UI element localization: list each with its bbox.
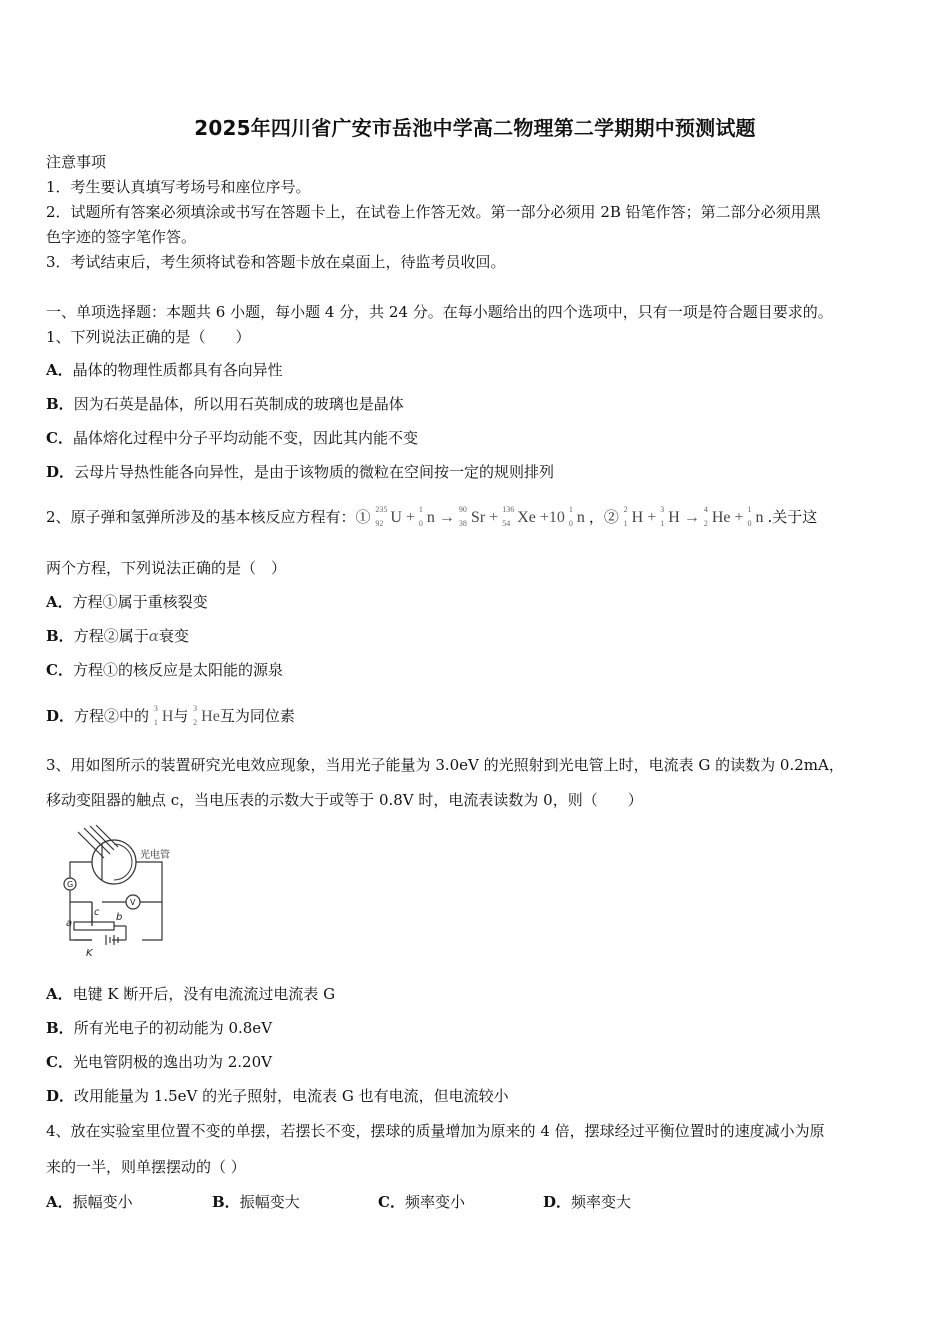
question-2-stem: 2、原子弹和氢弹所涉及的基本核反应方程有：① 235 92 U + 1 0 n → 90 38 Sr + 136 54 Xe +10 1 0 n ，② 2 1 H + 3 1 H → 4 2 He + 1 0 n .关于这 [46,505,818,529]
cathode [114,844,132,880]
notice-heading: 注意事项 [46,153,107,171]
photocell-tube [92,840,136,884]
q2-option-b: B．方程②属于α衰变 [46,627,189,645]
q2-option-d: D．方程②中的 3 1 H与 3 2 He互为同位素 [46,704,295,727]
g-label: G [67,880,74,889]
q3-option-b: B．所有光电子的初动能为 0.8eV [46,1019,273,1037]
question-4-stem: 4、放在实验室里位置不变的单摆，若摆长不变，摆球的质量增加为原来的 4 倍，摆球经过平衡位置时的速度减小为原 [46,1122,825,1140]
q2-option-a: A．方程①属于重核裂变 [46,593,208,611]
photoelectric-circuit-figure [52,822,176,962]
a-label: a [66,918,73,929]
notice-item: 2．试题所有答案必须填涂或书写在答题卡上，在试卷上作答无效。第一部分必须用 2B 铅笔作答；第二部分必须用黑 [46,203,821,221]
notice-item: 3．考试结束后，考生须将试卷和答题卡放在桌面上，待监考员收回。 [46,253,506,271]
q3-option-c: C．光电管阴极的逸出功为 2.20V [46,1053,272,1071]
b-label: b [116,912,123,923]
q4-option-d: D．频率变大 [543,1193,632,1211]
rheostat [74,922,114,930]
tube-label: 光电管 [140,850,170,861]
question-1-stem: 1、下列说法正确的是（ ） [46,328,251,346]
question-3-stem-cont: 移动变阻器的触点 c，当电压表的示数大于或等于 0.8V 时，电流表读数为 0，则（ ） [46,791,643,809]
q3-option-d: D．改用能量为 1.5eV 的光子照射，电流表 G 也有电流，但电流较小 [46,1087,509,1105]
q4-option-a: A．振幅变小 [46,1193,133,1211]
v-label: V [130,898,136,907]
notice-item: 色字迹的签字笔作答。 [46,228,197,246]
reaction-equation-2: 2 1 H + 3 1 H → 4 2 He + 1 0 n [623,505,764,529]
k-label: K [86,948,93,959]
q4-option-c: C．频率变小 [378,1193,465,1211]
question-4-stem-cont: 来的一半，则单摆摆动的（ ） [46,1158,246,1176]
q1-option-d: D．云母片导热性能各向异性，是由于该物质的微粒在空间按一定的规则排列 [46,463,555,481]
q3-option-a: A．电键 K 断开后，没有电流流过电流表 G [46,985,336,1003]
c-label: c [94,907,100,918]
notice-item: 1．考生要认真填写考场号和座位序号。 [46,178,311,196]
question-3-stem: 3、用如图所示的装置研究光电效应现象，当用光子能量为 3.0eV 的光照射到光电管上时，电流表 G 的读数为 0.2mA， [46,756,844,774]
section-heading: 一、单项选择题：本题共 6 小题，每小题 4 分，共 24 分。在每小题给出的四个选项中，只有一项是符合题目要求的。 [46,303,833,321]
q1-option-a: A．晶体的物理性质都具有各向异性 [46,361,283,379]
question-2-stem-cont: 两个方程，下列说法正确的是（ ） [46,559,287,577]
q1-option-c: C．晶体熔化过程中分子平均动能不变，因此其内能不变 [46,429,418,447]
page-title: 2025年四川省广安市岳池中学高二物理第二学期期中预测试题 [194,116,756,140]
q1-option-b: B．因为石英是晶体，所以用石英制成的玻璃也是晶体 [46,395,404,413]
q2-option-c: C．方程①的核反应是太阳能的源泉 [46,661,283,679]
q4-option-b: B．振幅变大 [212,1193,300,1211]
reaction-equation-1: 235 92 U + 1 0 n → 90 38 Sr + 136 54 Xe +10 1 0 n [375,505,585,529]
